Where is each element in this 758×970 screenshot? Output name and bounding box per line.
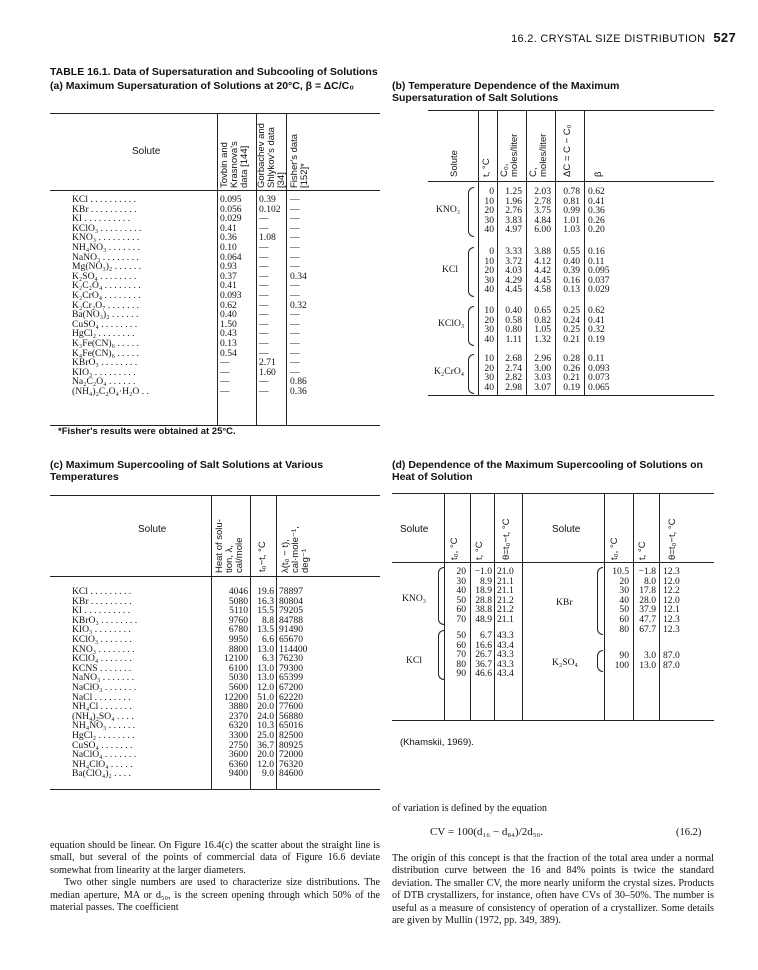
- table-b-group: [428, 306, 714, 348]
- table-b-c: 0.65 0.82 1.05 1.32: [534, 305, 551, 345]
- table-b-t-header: t, °C: [481, 158, 492, 177]
- table-b-c: 3.88 4.12 4.42 4.45 4.58: [534, 246, 551, 296]
- table-d-theta-header-right: θ=t₀−t, °C: [667, 518, 678, 560]
- table-b-salt: K₂CrO₄: [434, 366, 465, 377]
- table-b-beta: 0.62 0.41 0.32 0.19: [588, 305, 605, 345]
- table-b-caption: (b) Temperature Dependence of the Maximum Supersaturation of Salt Solutions: [392, 80, 620, 104]
- table-d-t0: 90 100: [614, 650, 629, 671]
- table-b-group: [428, 187, 714, 239]
- table-b-t: 0 10 20 30 40: [484, 186, 494, 236]
- table-d-caption: (d) Dependence of the Maximum Supercooling of Solutions on Heat of Solution: [392, 459, 703, 483]
- table-d-theta-header: θ=t₀−t, °C: [501, 518, 512, 560]
- table-b-dc: 0.28 0.26 0.21 0.19: [563, 353, 580, 393]
- right-paragraph-text: The origin of this concept is that the fraction of the total area under a normal distribution curve between the 16 and 84% points is twice the standard deviation. The smaller CV, the more nearly uniform the crystal sizes. Products of DTB crystallizers, for instance, often have CVs of 30–50%. The number is useful as a measure of consistency of operation of a crystallizer. Some details are given by Mullin (1972, pp. 349, 389).: [392, 853, 714, 927]
- left-paragraph-text-2: Two other single numbers are used to characterize size distributions. The median aperture, MA or d₅₀, is the screen opening through which 50% of the material passes. The coefficient: [50, 877, 380, 914]
- table-c-product-header: λ(t₀ − t), cal·mole⁻¹, deg⁻¹: [280, 526, 311, 573]
- table-c-dt-header: t₀−t, °C: [257, 541, 268, 572]
- table-b-dc: 0.25 0.24 0.25 0.21: [563, 305, 580, 345]
- table-d-theta: 87.0 87.0: [663, 650, 680, 671]
- table-d-salt: KNO₃: [402, 593, 427, 604]
- table-a: [50, 113, 380, 426]
- table-b-t: 10 20 30 40: [484, 353, 494, 393]
- table-a-col-gorbachev: 0.39 0.102 — — 1.08 — — — — — — — — — — — — 2.71 1.60 — —: [259, 194, 281, 397]
- table-d-t0: 20 30 40 50 60 70: [456, 566, 466, 625]
- table-b-c-header: C, moles/liter: [528, 133, 549, 177]
- table-c-caption: (c) Maximum Supercooling of Salt Solutions at Various Temperatures: [50, 459, 324, 483]
- table-d-solute-header: Solute: [400, 524, 429, 535]
- right-intro-text: of variation is defined by the equation: [392, 803, 548, 814]
- table-a-col-tovbin: 0.095 0.056 0.029 0.41 0.36 0.10 0.064 0.93 0.37 0.41 0.093 0.62 0.40 1.50 0.43 0.13 0.54 — — — —: [220, 194, 242, 397]
- table-b-salt: KClO₃: [438, 318, 465, 329]
- table-c-col-heat: 4046 5080 5110 9760 6780 9950 8800 12100 6100 5030 5600 12200 3880 2370 6320 3300 2750 3600 6360 9400: [224, 586, 248, 780]
- table-a-caption: (a) Maximum Supersaturation of Solutions at 20°C, β = ΔC/C₀: [50, 80, 354, 92]
- table-b-c0: 3.33 3.72 4.03 4.29 4.45: [505, 246, 522, 296]
- table-b-c: 2.03 2.78 3.75 4.84 6.00: [534, 186, 551, 236]
- table-a-footnote: *Fisher's results were obtained at 25°C.: [58, 426, 236, 437]
- table-a-col-fisher: — — — — — — — — 0.34 — — 0.32 — — — — — — — 0.86 0.36: [290, 194, 307, 397]
- right-paragraph: [392, 853, 714, 927]
- table-b-beta: 0.16 0.11 0.095 0.037 0.029: [588, 246, 610, 296]
- table-a-header-fisher: Fisher's data [152]*: [289, 133, 310, 188]
- table-d-t: −1.8 8.0 17.8 28.0 37.9 47.7 67.7: [638, 566, 656, 635]
- running-title: 16.2. CRYSTAL SIZE DISTRIBUTION: [511, 33, 706, 45]
- table-b-c0-header: C₀, moles/liter: [499, 133, 520, 177]
- right-intro: [392, 803, 714, 815]
- table-d-t: 6.7 16.6 26.7 36.7 46.6: [475, 630, 492, 680]
- running-header: [511, 30, 736, 45]
- table-a-header-tovbin: Tovbin and Krasnova's data [144]: [219, 141, 250, 188]
- table-b-beta: 0.11 0.093 0.073 0.065: [588, 353, 610, 393]
- page-number: 527: [713, 30, 736, 45]
- table-b-c: 2.96 3.00 3.03 3.07: [534, 353, 551, 393]
- table-b-group: [428, 354, 714, 396]
- table-b-dc: 0.55 0.40 0.39 0.16 0.13: [563, 246, 580, 296]
- table-d-t0-header: t₀, °C: [449, 537, 460, 560]
- table-d-salt: KBr: [556, 597, 573, 608]
- table-d: [392, 493, 714, 721]
- table-d-t-header-right: t, °C: [637, 541, 648, 560]
- table-d-theta: 21.0 21.1 21.1 21.2 21.2 21.1: [497, 566, 514, 625]
- table-a-solute-header: Solute: [132, 146, 161, 157]
- table-title: TABLE 16.1. Data of Supersaturation and Subcooling of Solutions: [50, 66, 378, 78]
- left-paragraph-text: equation should be linear. On Figure 16.4(c) the scatter about the straight line is small, but several of the points of commercial data of Figure 16.6 deviate somewhat from linearity at the larger diameters.: [50, 840, 380, 876]
- table-d-t: 3.0 13.0: [639, 650, 656, 671]
- table-d-solute-header-right: Solute: [552, 524, 581, 535]
- equation: CV = 100(d₁₆ − d₈₄)/2d₅₀.: [430, 826, 544, 838]
- table-b-t: 0 10 20 30 40: [484, 246, 494, 296]
- table-a-header-gorbachev: Gorbachev and Shlykov's data [34]: [256, 123, 287, 188]
- left-paragraph: [50, 840, 380, 914]
- table-d-t0: 50 60 70 80 90: [456, 630, 466, 680]
- table-d-salt: KCl: [406, 655, 422, 666]
- table-c-col-dt: 19.6 16.3 15.5 8.8 13.5 6.6 13.0 6.3 13.0 13.0 12.0 51.0 20.0 24.0 10.3 25.0 36.7 20.0 12.0 9.0: [257, 586, 274, 780]
- table-b-solute-header: Solute: [449, 150, 460, 177]
- table-c-solutes: KCl . . . . . . . . . KBr . . . . . . . . . KI . . . . . . . . . . KBrO₃ . . . . . . . . KIO₃ . . . . . . . . KClO₃ . . . . . . . KNO₃ . . . . . . . . KClO₄ . . . . . . . KCNS . . . . . . . NaNO₃ . . . . . . . NaClO₃ . . . . . . . NaCl . . . . . . . . NH₄Cl . . . . . . . (NH₄)₂SO₄ . . . . NH₄NO₃ . . . . . . HgCl₂ . . . . . . . . CuSO₄ . . . . . . . NaClO₄ . . . . . . . NH₄ClO₄ . . . . . Ba(ClO₄)₂ . . . .: [72, 586, 138, 780]
- table-d-source: (Khamskii, 1969).: [400, 737, 474, 748]
- table-c: [50, 495, 380, 790]
- table-c-col-product: 78897 80804 79205 84788 91490 65670 114400 76230 79300 65399 67200 62220 77600 56880 65016 82500 80925 72000 76320 84600: [279, 586, 308, 780]
- table-c-heat-header: Heat of solu- tion, λ, cal/mole: [214, 519, 245, 573]
- table-a-solutes: KCl . . . . . . . . . . KBr . . . . . . . . . . KI . . . . . . . . . . KClO₃ . . . . . . . . . KNO₃ . . . . . . . . . NH₄NO₃ . . . . . . . NaNO₃ . . . . . . . . Mg(NO₃)₂ . . . . . . K₂SO₄ . . . . . . . . K₂C₂O₄ . . . . . . . . K₂CrO₄ . . . . . . . . K₂Cr₂O₇ . . . . . . . Ba(NO₃)₂ . . . . . . CuSO₄ . . . . . . . . HgCl₂ . . . . . . . . K₃Fe(CN)₆ . . . . . K₄Fe(CN)₆ . . . . . KBrO₃ . . . . . . . . KIO₃ . . . . . . . . . Na₂C₂O₄ . . . . . . (NH₄)₂C₂O₄·H₂O . .: [72, 194, 149, 397]
- table-b-c0: 1.25 1.96 2.76 3.83 4.97: [505, 186, 522, 236]
- table-d-t: −1.0 8.9 18.9 28.8 38.8 48.9: [474, 566, 492, 625]
- table-b-salt: KCl: [442, 264, 458, 275]
- table-c-solute-header: Solute: [138, 524, 167, 535]
- table-d-salt: K₂SO₄: [552, 657, 578, 668]
- table-b: [428, 110, 714, 396]
- table-d-theta: 43.3 43.4 43.3 43.3 43.4: [497, 630, 514, 680]
- table-b-group: [428, 247, 714, 299]
- table-b-dc-header: ΔC = C − C₀: [562, 124, 573, 177]
- table-d-t-header: t, °C: [474, 541, 485, 560]
- table-b-c0: 0.40 0.58 0.80 1.11: [505, 305, 522, 345]
- table-d-t0-header-right: t₀, °C: [609, 537, 620, 560]
- table-b-dc: 0.78 0.81 0.99 1.01 1.03: [563, 186, 580, 236]
- table-b-beta: 0.62 0.41 0.36 0.26 0.20: [588, 186, 605, 236]
- table-b-beta-header: β: [593, 171, 604, 177]
- table-b-t: 10 20 30 40: [484, 305, 494, 345]
- table-b-c0: 2.68 2.74 2.82 2.98: [505, 353, 522, 393]
- equation-number: (16.2): [676, 827, 702, 838]
- table-d-t0: 10.5 20 30 40 50 60 80: [612, 566, 629, 635]
- table-d-theta: 12.3 12.0 12.2 12.0 12.1 12.3 12.3: [663, 566, 680, 635]
- table-b-salt: KNO₃: [436, 204, 461, 215]
